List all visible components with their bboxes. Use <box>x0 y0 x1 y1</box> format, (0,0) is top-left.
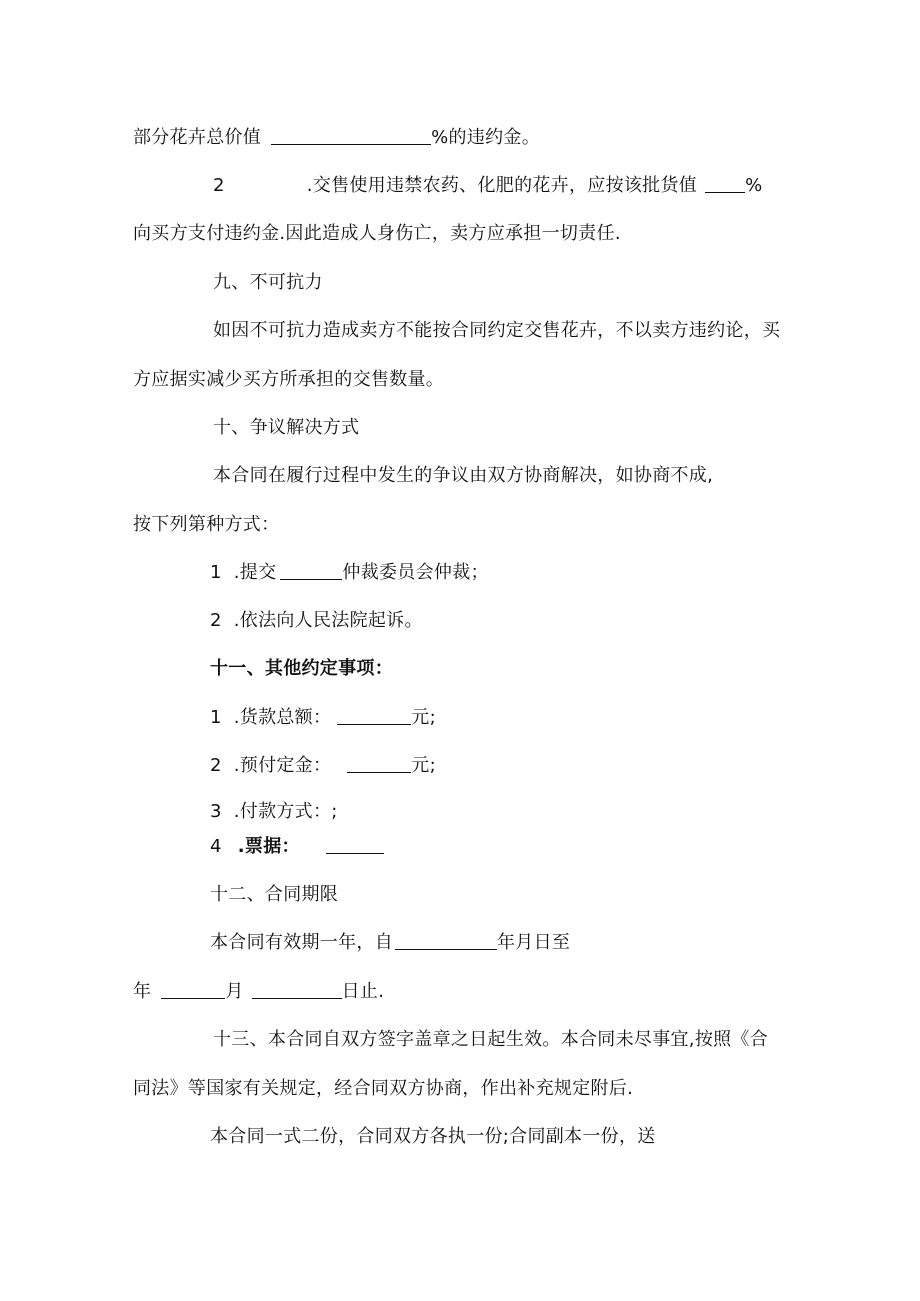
line-item-11-2 <box>210 754 436 778</box>
line-item-11-4 <box>210 835 384 859</box>
section-heading-12: 十二、合同期限 <box>210 884 339 905</box>
text: 仲裁委员会仲裁； <box>342 562 489 583</box>
text: .货款总额： <box>233 707 332 728</box>
paragraph-line: 本合同一式二份，合同双方各执一份;合同副本一份，送 <box>210 1126 656 1147</box>
text: 本合同有效期一年，自 <box>210 932 393 953</box>
item-number: 3 <box>210 801 222 822</box>
line-item-10-1 <box>210 561 489 585</box>
text: 年月日至 <box>497 932 571 953</box>
line-term-start <box>210 931 570 955</box>
blank-field <box>280 561 342 580</box>
section-heading-11: 十一、其他约定事项： <box>210 658 393 679</box>
paragraph-line: 同法》等国家有关规定，经合同双方协商，作出补充规定附后. <box>133 1078 634 1099</box>
item-number: 2 <box>213 175 225 196</box>
text: 月 <box>225 981 244 1002</box>
item-number: 2 <box>210 755 222 776</box>
blank-field <box>161 980 225 999</box>
text: 元; <box>411 707 436 728</box>
blank-field <box>705 174 745 193</box>
text: .提交 <box>233 562 277 583</box>
paragraph-line: 本合同在履行过程中发生的争议由双方协商解决，如协商不成, <box>213 465 714 486</box>
paragraph-line: 向买方支付违约金.因此造成人身伤亡，卖方应承担一切责任. <box>133 223 621 244</box>
paragraph-line: 方应据实减少买方所承担的交售数量。 <box>133 369 445 390</box>
blank-field <box>271 126 431 145</box>
line-penalty-total <box>133 126 540 150</box>
text: 部分花卉总价值 <box>133 127 262 148</box>
section-heading-9: 九、不可抗力 <box>213 272 323 293</box>
item-number: 4 <box>210 836 222 857</box>
section-heading-10: 十、争议解决方式 <box>213 417 360 438</box>
line-item-2 <box>213 174 763 198</box>
text: %的违约金。 <box>431 127 541 148</box>
item-number: 2 <box>210 610 222 631</box>
text: .预付定金： <box>233 755 332 776</box>
paragraph-line: 如因不可抗力造成卖方不能按合同约定交售花卉，不以卖方违约论，买 <box>213 320 781 341</box>
paragraph-line: 按下列第种方式： <box>133 514 280 535</box>
blank-field <box>326 835 384 854</box>
item-number: 1 <box>210 707 222 728</box>
text: 元; <box>411 755 436 776</box>
text: .交售使用违禁农药、化肥的花卉，应按该批货值 <box>306 175 698 196</box>
text: .依法向人民法院起诉。 <box>233 610 423 631</box>
blank-field <box>347 754 411 773</box>
text: .票据： <box>237 836 300 857</box>
paragraph-line: 十三、本合同自双方签字盖章之日起生效。本合同未尽事宜,按照《合 <box>213 1029 769 1050</box>
line-item-11-3 <box>210 800 338 824</box>
line-item-10-2 <box>210 609 423 633</box>
line-term-end <box>133 980 384 1004</box>
text: 年 <box>133 981 152 1002</box>
text: .付款方式：; <box>233 801 338 822</box>
text: % <box>745 175 763 196</box>
text: 日止. <box>341 981 385 1002</box>
blank-field <box>252 980 342 999</box>
blank-field <box>337 706 411 725</box>
blank-field <box>395 931 497 950</box>
line-item-11-1 <box>210 706 436 730</box>
item-number: 1 <box>210 562 222 583</box>
